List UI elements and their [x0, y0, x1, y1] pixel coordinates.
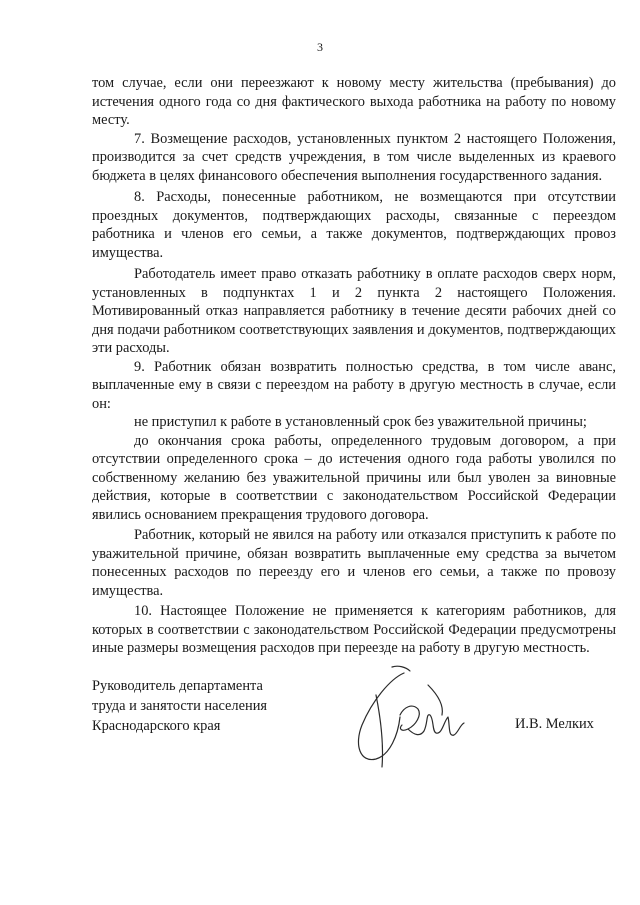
paragraph-case-no-show: не приступил к работе в установленный срок без уважительной причины;: [134, 414, 587, 430]
signatory-position-line: Руководитель департамента: [92, 678, 263, 694]
signatory-position: [92, 676, 267, 736]
paragraph-case-early-dismissal: до окончания срока работы, определенного трудовым договором, а при отсутствии определенного срока – до истечения одного года работы уволился по собственному желанию без уважительной причины или был уволен за виновные действия, которые в соответствии с законодательством Российской Федерации явились основанием прекращения трудового договора.: [92, 432, 616, 523]
paragraph-item-8: 8. Расходы, понесенные работником, не возмещаются при отсутствии проездных документов, подтверждающих расходы, связанные с переездом работника и членов его семьи, а также документов, подтверждающих провоз имущества.: [92, 189, 616, 261]
signatory-position-line: Краснодарского края: [92, 718, 221, 734]
paragraph-valid-reason: Работник, который не явился на работу или отказался приступить к работе по уважительной причине, обязан возвратить выплаченные ему средства за вычетом понесенных расходов по переезду его и членов его семьи, а также по провозу имущества.: [92, 527, 616, 599]
paragraph-item-9: 9. Работник обязан возвратить полностью средства, в том числе аванс, выплаченные ему в связи с переездом на работу в другую местность в случае, если он:: [92, 358, 616, 412]
paragraph-continuation: том случае, если они переезжают к новому месту жительства (пребывания) до истечения одного года со дня фактического выхода работника на работу по новому месту.: [92, 75, 616, 128]
handwritten-signature: [332, 655, 482, 775]
signatory-position-line: труда и занятости населения: [92, 698, 268, 714]
page-number: 3: [317, 40, 323, 54]
paragraph-item-7: 7. Возмещение расходов, установленных пунктом 2 настоящего Положения, производится за счет средств учреждения, в том числе выделенных из краевого бюджета в целях финансового обеспечения выполнения государственного задания.: [92, 130, 616, 184]
paragraph-employer-refusal: Работодатель имеет право отказать работнику в оплате расходов сверх норм, установленных в подпунктах 1 и 2 пункта 2 настоящего Положения. Мотивированный отказ направляется работнику в течение десяти рабочих дней со дня подачи работником соответствующих заявления и документов, подтверждающих эти расходы.: [92, 266, 616, 356]
paragraph-item-10: 10. Настоящее Положение не применяется к категориям работников, для которых в соответствии с законодательством Российской Федерации предусмотрены иные размеры возмещения расходов при переезде на работу в другую местность.: [92, 603, 616, 656]
signatory-name: И.В. Мелких: [515, 716, 594, 732]
document-body: [92, 74, 616, 658]
